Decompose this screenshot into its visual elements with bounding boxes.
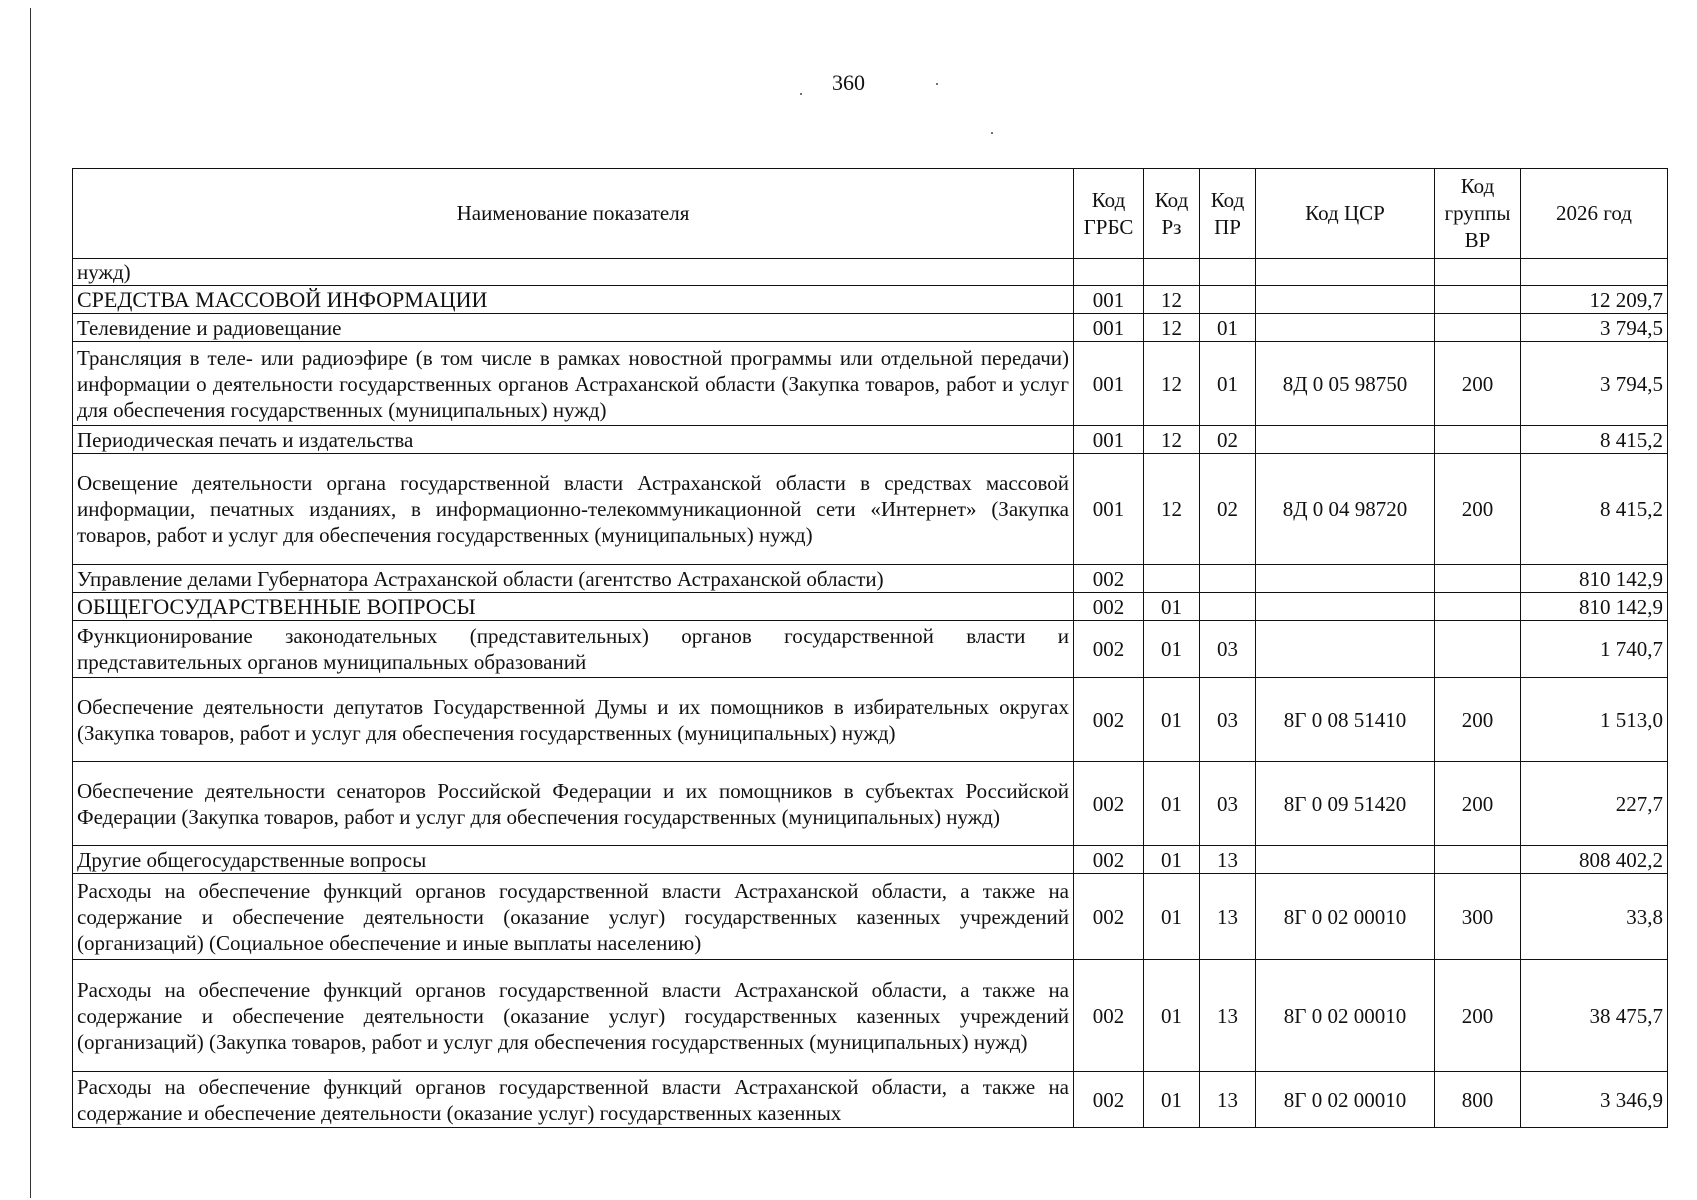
row-rz: 01 (1144, 678, 1200, 762)
row-grbs: 002 (1074, 874, 1144, 960)
table-row (73, 1072, 1668, 1128)
row-grbs: 002 (1074, 678, 1144, 762)
table-row (73, 762, 1668, 846)
row-pr (1200, 565, 1256, 593)
row-amount: 227,7 (1521, 762, 1668, 846)
row-grbs: 001 (1074, 454, 1144, 565)
table-header (73, 169, 1668, 259)
row-csr (1256, 565, 1435, 593)
table-row (73, 621, 1668, 678)
row-name: Управление делами Губернатора Астраханской области (агентство Астраханской области) (73, 565, 1074, 593)
row-name: Функционирование законодательных (представительных) органов государственной власти и представительных органов муниципальных образований (73, 621, 1074, 678)
row-amount: 12 209,7 (1521, 286, 1668, 314)
row-rz: 12 (1144, 454, 1200, 565)
row-amount: 8 415,2 (1521, 426, 1668, 454)
row-vr (1435, 621, 1521, 678)
row-grbs: 002 (1074, 960, 1144, 1072)
row-csr: 8Г 0 08 51410 (1256, 678, 1435, 762)
row-rz: 01 (1144, 846, 1200, 874)
row-name: Расходы на обеспечение функций органов государственной власти Астраханской области, а также на содержание и обеспечение деятельности (оказание услуг) государственных казенных учреждений (организаций) (Закупка товаров, работ и услуг для обеспечения государственных (муниципальных) нужд) (73, 960, 1074, 1072)
row-rz: 12 (1144, 342, 1200, 426)
row-vr (1435, 259, 1521, 286)
row-vr: 200 (1435, 454, 1521, 565)
row-rz: 01 (1144, 960, 1200, 1072)
row-amount: 33,8 (1521, 874, 1668, 960)
row-rz: 01 (1144, 762, 1200, 846)
row-vr: 200 (1435, 342, 1521, 426)
row-vr: 200 (1435, 960, 1521, 1072)
row-csr (1256, 259, 1435, 286)
header-vr: Код группы ВР (1435, 169, 1521, 259)
row-name: Другие общегосударственные вопросы (73, 846, 1074, 874)
row-vr (1435, 286, 1521, 314)
header-pr: Код ПР (1200, 169, 1256, 259)
budget-table (72, 168, 1668, 1128)
row-amount: 1 740,7 (1521, 621, 1668, 678)
row-rz (1144, 259, 1200, 286)
row-grbs: 002 (1074, 621, 1144, 678)
row-csr: 8Г 0 02 00010 (1256, 874, 1435, 960)
row-amount (1521, 259, 1668, 286)
table-row (73, 454, 1668, 565)
table-row (73, 259, 1668, 286)
scan-speck (991, 132, 993, 134)
row-pr: 01 (1200, 342, 1256, 426)
row-grbs (1074, 259, 1144, 286)
row-pr: 03 (1200, 621, 1256, 678)
row-grbs: 001 (1074, 426, 1144, 454)
row-amount: 38 475,7 (1521, 960, 1668, 1072)
row-pr: 13 (1200, 874, 1256, 960)
row-amount: 3 794,5 (1521, 314, 1668, 342)
row-pr: 02 (1200, 454, 1256, 565)
table-row (73, 314, 1668, 342)
row-vr (1435, 314, 1521, 342)
scan-speck (800, 93, 802, 95)
row-rz (1144, 565, 1200, 593)
row-grbs: 002 (1074, 593, 1144, 621)
row-rz: 12 (1144, 314, 1200, 342)
row-name: Расходы на обеспечение функций органов государственной власти Астраханской области, а также на содержание и обеспечение деятельности (оказание услуг) государственных казенных (73, 1072, 1074, 1128)
row-pr: 03 (1200, 762, 1256, 846)
row-grbs: 002 (1074, 565, 1144, 593)
row-amount: 3 794,5 (1521, 342, 1668, 426)
header-name: Наименование показателя (73, 169, 1074, 259)
row-rz: 01 (1144, 874, 1200, 960)
row-pr: 03 (1200, 678, 1256, 762)
row-csr: 8Г 0 02 00010 (1256, 1072, 1435, 1128)
row-name: ОБЩЕГОСУДАРСТВЕННЫЕ ВОПРОСЫ (73, 593, 1074, 621)
row-vr (1435, 426, 1521, 454)
row-vr: 300 (1435, 874, 1521, 960)
row-rz: 12 (1144, 426, 1200, 454)
row-csr (1256, 426, 1435, 454)
row-vr (1435, 593, 1521, 621)
row-name: Освещение деятельности органа государственной власти Астраханской области в средствах массовой информации, печатных изданиях, в информационно-телекоммуникационной сети «Интернет» (Закупка товаров, работ и услуг для обеспечения государственных (муниципальных) нужд) (73, 454, 1074, 565)
row-name: Трансляция в теле- или радиоэфире (в том числе в рамках новостной программы или отдельной передачи) информации о деятельности государственных органов Астраханской области (Закупка товаров, работ и услуг для обеспечения государственных (муниципальных) нужд) (73, 342, 1074, 426)
row-pr (1200, 286, 1256, 314)
row-name: СРЕДСТВА МАССОВОЙ ИНФОРМАЦИИ (73, 286, 1074, 314)
row-amount: 1 513,0 (1521, 678, 1668, 762)
row-vr: 200 (1435, 678, 1521, 762)
row-grbs: 002 (1074, 846, 1144, 874)
row-name: нужд) (73, 259, 1074, 286)
row-pr (1200, 259, 1256, 286)
row-grbs: 001 (1074, 286, 1144, 314)
row-csr: 8Г 0 02 00010 (1256, 960, 1435, 1072)
header-year: 2026 год (1521, 169, 1668, 259)
row-name: Телевидение и радиовещание (73, 314, 1074, 342)
row-amount: 8 415,2 (1521, 454, 1668, 565)
row-pr: 13 (1200, 1072, 1256, 1128)
row-vr: 200 (1435, 762, 1521, 846)
row-vr (1435, 846, 1521, 874)
header-rz: Код Рз (1144, 169, 1200, 259)
row-pr: 13 (1200, 846, 1256, 874)
table-row (73, 846, 1668, 874)
row-name: Обеспечение деятельности депутатов Государственной Думы и их помощников в избирательных округах (Закупка товаров, работ и услуг для обеспечения государственных (муниципальных) нужд) (73, 678, 1074, 762)
row-grbs: 001 (1074, 314, 1144, 342)
row-pr: 13 (1200, 960, 1256, 1072)
left-margin-line (30, 8, 31, 1198)
row-csr: 8Д 0 04 98720 (1256, 454, 1435, 565)
header-csr: Код ЦСР (1256, 169, 1435, 259)
row-pr: 02 (1200, 426, 1256, 454)
row-rz: 01 (1144, 1072, 1200, 1128)
row-name: Периодическая печать и издательства (73, 426, 1074, 454)
row-grbs: 002 (1074, 762, 1144, 846)
table-body (73, 259, 1668, 1128)
row-csr (1256, 846, 1435, 874)
row-pr: 01 (1200, 314, 1256, 342)
row-rz: 01 (1144, 621, 1200, 678)
table-row (73, 565, 1668, 593)
row-pr (1200, 593, 1256, 621)
row-amount: 810 142,9 (1521, 565, 1668, 593)
table-row (73, 874, 1668, 960)
row-vr: 800 (1435, 1072, 1521, 1128)
row-rz: 01 (1144, 593, 1200, 621)
row-amount: 808 402,2 (1521, 846, 1668, 874)
table-row (73, 678, 1668, 762)
row-csr (1256, 593, 1435, 621)
row-amount: 810 142,9 (1521, 593, 1668, 621)
row-csr (1256, 314, 1435, 342)
row-grbs: 001 (1074, 342, 1144, 426)
row-grbs: 002 (1074, 1072, 1144, 1128)
row-csr: 8Г 0 09 51420 (1256, 762, 1435, 846)
table-row (73, 342, 1668, 426)
row-csr (1256, 286, 1435, 314)
row-csr (1256, 621, 1435, 678)
row-name: Расходы на обеспечение функций органов государственной власти Астраханской области, а также на содержание и обеспечение деятельности (оказание услуг) государственных казенных учреждений (организаций) (Социальное обеспечение и иные выплаты населению) (73, 874, 1074, 960)
row-rz: 12 (1144, 286, 1200, 314)
table-row (73, 593, 1668, 621)
row-vr (1435, 565, 1521, 593)
table-row (73, 960, 1668, 1072)
header-grbs: Код ГРБС (1074, 169, 1144, 259)
table-row (73, 426, 1668, 454)
row-csr: 8Д 0 05 98750 (1256, 342, 1435, 426)
scan-speck (936, 83, 938, 85)
row-amount: 3 346,9 (1521, 1072, 1668, 1128)
page-number: 360 (832, 70, 865, 95)
row-name: Обеспечение деятельности сенаторов Российской Федерации и их помощников в субъектах Российской Федерации (Закупка товаров, работ и услуг для обеспечения государственных (муниципальных) нужд) (73, 762, 1074, 846)
table-row (73, 286, 1668, 314)
